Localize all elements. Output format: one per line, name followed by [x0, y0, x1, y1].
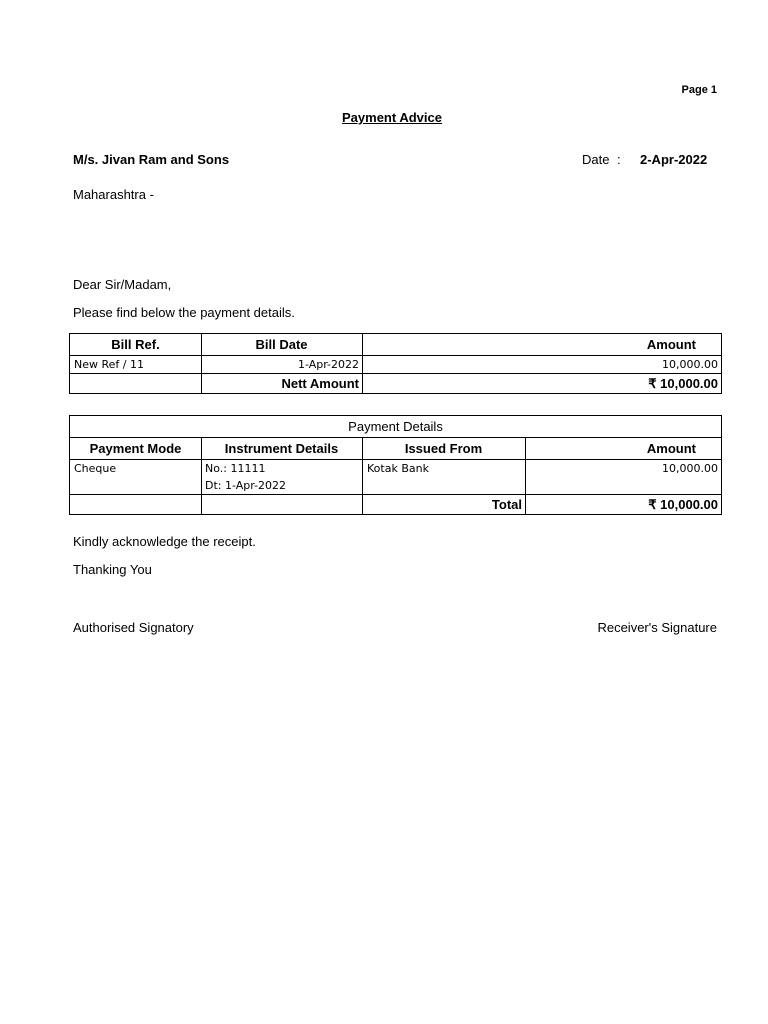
instrument-details-header: Instrument Details	[224, 441, 339, 456]
party-name: M/s. Jivan Ram and Sons	[73, 152, 230, 167]
bill-amount-header: Amount	[646, 337, 696, 352]
bill-date-header: Bill Date	[255, 337, 308, 352]
payment-table	[69, 415, 722, 515]
party-address: Maharashtra -	[73, 187, 154, 202]
document-title: Payment Advice	[342, 110, 442, 125]
bill-ref-header: Bill Ref.	[111, 337, 160, 352]
page-number: Page 1	[681, 84, 717, 96]
authorised-signatory-label: Authorised Signatory	[73, 620, 194, 635]
instrument-date-cell: Dt: 1-Apr-2022	[205, 479, 287, 492]
payment-details-caption: Payment Details	[348, 419, 443, 434]
issued-from-cell: Kotak Bank	[367, 462, 429, 475]
total-value: ₹ 10,000.00	[648, 497, 718, 512]
instrument-number-cell: No.: 11111	[205, 462, 266, 475]
receiver-signature-label: Receiver's Signature	[597, 620, 717, 635]
date-label: Date	[582, 152, 610, 167]
payment-amount-cell: 10,000.00	[662, 462, 718, 475]
date-separator: :	[617, 152, 621, 167]
nett-amount-value: ₹ 10,000.00	[648, 376, 718, 391]
acknowledge-text: Kindly acknowledge the receipt.	[73, 534, 256, 549]
bill-table	[69, 333, 722, 394]
document-date: 2-Apr-2022	[640, 152, 708, 167]
nett-amount-label: Nett Amount	[281, 376, 359, 391]
payment-mode-cell: Cheque	[74, 462, 117, 475]
thanks-text: Thanking You	[73, 562, 152, 577]
payment-mode-header: Payment Mode	[89, 441, 182, 456]
bill-ref-cell: New Ref / 11	[74, 358, 144, 371]
payment-amount-header: Amount	[646, 441, 696, 456]
intro-text: Please find below the payment details.	[73, 305, 295, 320]
issued-from-header: Issued From	[404, 441, 483, 456]
bill-date-cell: 1-Apr-2022	[297, 358, 359, 371]
total-label: Total	[491, 497, 522, 512]
greeting: Dear Sir/Madam,	[73, 277, 172, 292]
bill-amount-cell: 10,000.00	[662, 358, 718, 371]
